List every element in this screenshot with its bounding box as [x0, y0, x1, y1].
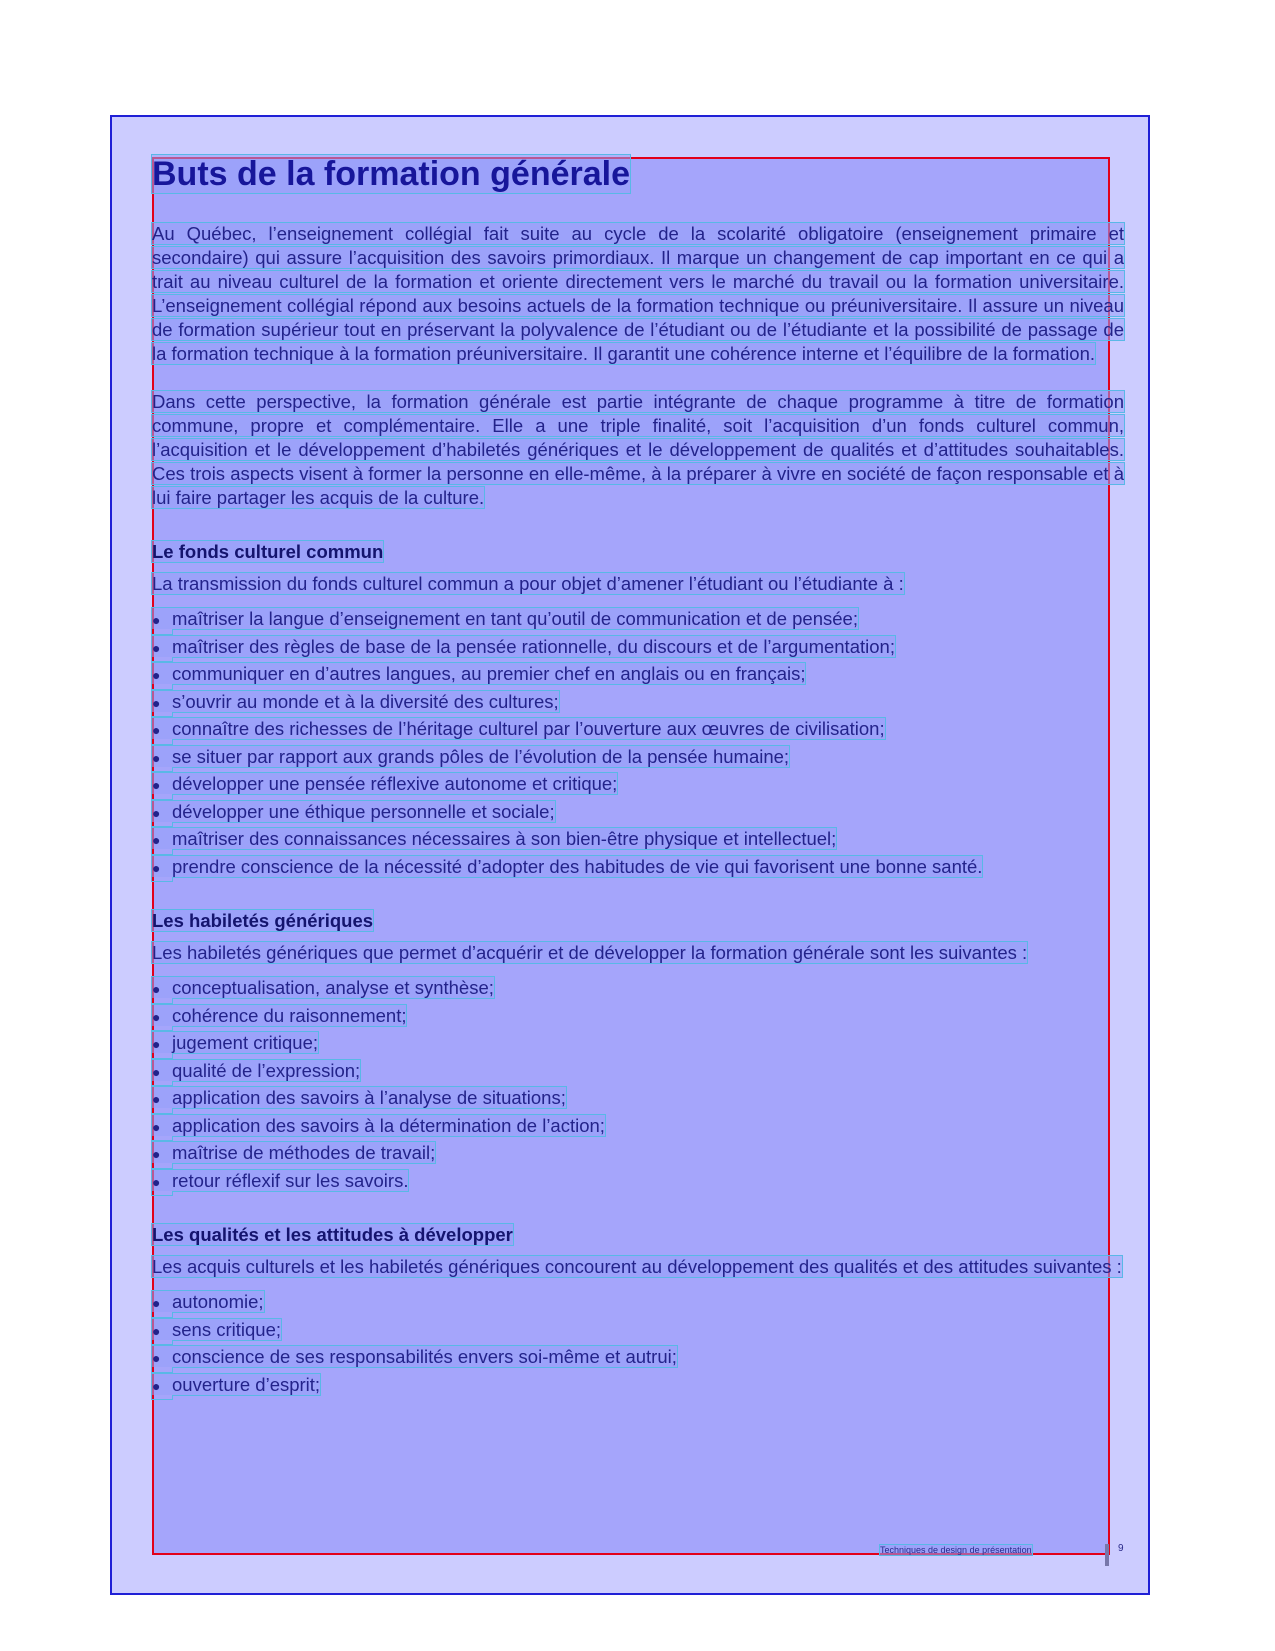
bullet-icon: ● — [152, 777, 161, 793]
bullet-icon: ● — [152, 1008, 161, 1025]
list-qualites — [152, 1289, 1124, 1399]
section-intro-fonds-culturel: La transmission du fonds culturel commun a pour objet d’amener l’étudiant ou l’étudiante à : — [152, 573, 904, 594]
bullet-icon: ● — [152, 1063, 161, 1080]
footer-text: Techniques de design de présentation — [880, 1545, 1032, 1555]
section-heading-qualites: Les qualités et les attitudes à développer — [152, 1224, 513, 1245]
list-item: ● développer une éthique personnelle et sociale; — [152, 799, 1124, 827]
paragraph-2: Dans cette perspective, la formation générale est partie intégrante de chaque programme à titre de formation commune, propre et complémentaire. Elle a une triple finalité, soit l’acquisition d’un fonds culturel commun, l’acquisition et le développement d’habiletés génériques et le développement de qualités et d’attitudes souhaitables. Ces trois aspects visent à former la personne en elle-même, à la préparer à vivre en société de façon responsable et à lui faire partager les acquis de la culture. — [152, 391, 1124, 508]
list-item: ● retour réflexif sur les savoirs. — [152, 1168, 1124, 1196]
list-item: ● autonomie; — [152, 1289, 1124, 1317]
list-item: ● qualité de l’expression; — [152, 1058, 1124, 1086]
bullet-icon: ● — [152, 1118, 161, 1135]
bullet-icon: ● — [152, 1173, 161, 1190]
bullet-icon: ● — [152, 667, 161, 683]
bullet-icon: ● — [152, 1322, 161, 1339]
list-item: ● application des savoirs à l’analyse de situations; — [152, 1085, 1124, 1113]
paragraph-1: Au Québec, l’enseignement collégial fait suite au cycle de la scolarité obligatoire (enseignement primaire et secondaire) qui assure l’acquisition des savoirs primordiaux. Il marque un changement de cap important en ce qui a trait au niveau culturel de la formation et oriente directement vers le marché du travail ou la formation universitaire. L’enseignement collégial répond aux besoins actuels de la formation technique ou préuniversitaire. Il assure un niveau de formation supérieur tout en préservant la polyvalence de l’étudiant ou de l’étudiante et la possibilité de passage de la formation technique à la formation préuniversitaire. Il garantit une cohérence interne et l’équilibre de la formation. — [152, 223, 1124, 364]
bullet-icon: ● — [152, 859, 161, 876]
section-intro-habiletes: Les habiletés génériques que permet d’acquérir et de développer la formation générale sont les suivantes : — [152, 942, 1028, 963]
section-intro-qualites: Les acquis culturels et les habiletés génériques concourent au développement des qualités et des attitudes suivantes : — [152, 1256, 1122, 1277]
section-heading-habiletes: Les habiletés génériques — [152, 910, 374, 931]
bullet-icon: ● — [152, 639, 161, 656]
list-item: ● développer une pensée réflexive autonome et critique; — [152, 771, 1124, 799]
bullet-icon: ● — [152, 981, 161, 997]
list-item: ● maîtriser des règles de base de la pensée rationnelle, du discours et de l’argumentation; — [152, 634, 1124, 662]
list-habiletes — [152, 975, 1124, 1195]
section-heading-fonds-culturel: Le fonds culturel commun — [152, 541, 384, 562]
list-item: ● maîtriser des connaissances nécessaires à son bien-être physique et intellectuel; — [152, 826, 1124, 854]
bullet-icon: ● — [152, 749, 161, 766]
list-item: ● conscience de ses responsabilités envers soi-même et autrui; — [152, 1344, 1124, 1372]
list-item: ● maîtrise de méthodes de travail; — [152, 1140, 1124, 1168]
footer-divider — [1105, 1544, 1109, 1566]
list-item: ● cohérence du raisonnement; — [152, 1003, 1124, 1031]
list-item: ● connaître des richesses de l’héritage culturel par l’ouverture aux œuvres de civilisation; — [152, 716, 1124, 744]
document-body — [152, 154, 1124, 1427]
bullet-icon: ● — [152, 1350, 161, 1366]
bullet-icon: ● — [152, 1295, 161, 1311]
list-item: ● application des savoirs à la détermination de l’action; — [152, 1113, 1124, 1141]
list-item: ● communiquer en d’autres langues, au premier chef en anglais ou en français; — [152, 661, 1124, 689]
bullet-icon: ● — [152, 1377, 161, 1394]
bullet-icon: ● — [152, 722, 161, 738]
bullet-icon: ● — [152, 694, 161, 711]
list-item: ● maîtriser la langue d’enseignement en tant qu’outil de communication et de pensée; — [152, 606, 1124, 634]
page-number: 9 — [1118, 1543, 1124, 1554]
list-item: ● conceptualisation, analyse et synthèse; — [152, 975, 1124, 1003]
bullet-icon: ● — [152, 1036, 161, 1052]
bullet-icon: ● — [152, 1146, 161, 1162]
bullet-icon: ● — [152, 612, 161, 628]
list-item: ● jugement critique; — [152, 1030, 1124, 1058]
list-item: ● ouverture d’esprit; — [152, 1372, 1124, 1400]
bullet-icon: ● — [152, 832, 161, 848]
list-item: ● se situer par rapport aux grands pôles de l’évolution de la pensée humaine; — [152, 744, 1124, 772]
page-title: Buts de la formation générale — [152, 155, 630, 193]
list-item: ● prendre conscience de la nécessité d’adopter des habitudes de vie qui favorisent une bonne santé. — [152, 854, 1124, 882]
list-item: ● s’ouvrir au monde et à la diversité des cultures; — [152, 689, 1124, 717]
bullet-icon: ● — [152, 804, 161, 821]
list-fonds-culturel — [152, 606, 1124, 881]
list-item: ● sens critique; — [152, 1317, 1124, 1345]
bullet-icon: ● — [152, 1091, 161, 1107]
